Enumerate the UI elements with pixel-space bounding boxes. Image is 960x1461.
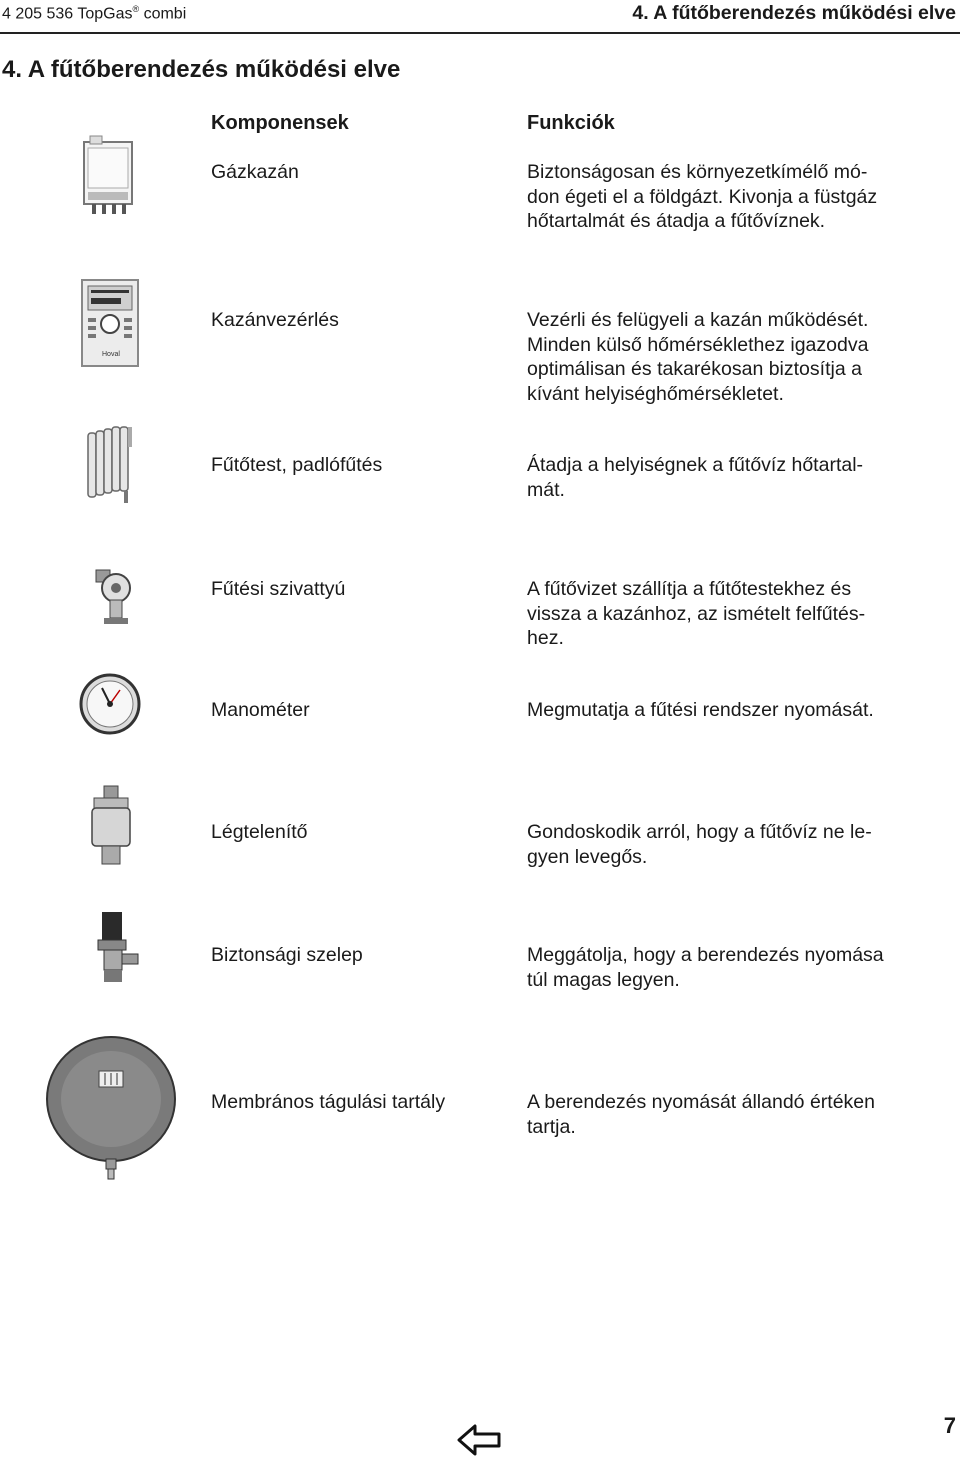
radiator-icon: [84, 425, 136, 507]
function-line: Megmutatja a fűtési rendszer nyomását.: [527, 699, 874, 721]
doc-number: 4 205 536 TopGas: [2, 5, 133, 23]
component-name: Kazánvezérlés: [211, 309, 339, 331]
components-column-heading: Komponensek: [211, 112, 349, 134]
component-name: Fűtőtest, padlófűtés: [211, 454, 383, 476]
component-function: [527, 943, 895, 992]
component-function: [527, 820, 895, 869]
function-line: hez.: [527, 627, 564, 649]
function-line: mát.: [527, 478, 565, 501]
functions-column-heading: Funkciók: [527, 112, 615, 134]
function-line: A fűtővizet szállítja a fűtőtestekhez és: [527, 578, 852, 600]
component-name: Légtelenítő: [211, 821, 308, 843]
header-doc-info: [2, 4, 186, 23]
function-line: kívánt helyiséghőmérsékletet.: [527, 382, 784, 405]
function-line: optimálisan és takarékosan biztosítja a: [527, 358, 862, 380]
component-name: Fűtési szivattyú: [211, 578, 346, 600]
component-function: [527, 160, 895, 234]
safety-valve-icon: [92, 910, 144, 986]
gas-boiler-icon: [78, 134, 138, 218]
function-line: Vezérli és felügyeli a kazán működését.: [527, 309, 869, 331]
back-arrow-icon[interactable]: [457, 1423, 501, 1457]
registered-mark: ®: [132, 4, 140, 14]
controller-brand: Hoval: [102, 351, 120, 358]
function-line: Biztonságosan és környezetkímélő mó-: [527, 161, 868, 183]
heating-pump-icon: [90, 566, 140, 630]
air-vent-icon: [84, 784, 140, 868]
function-line: don égeti el a földgázt. Kivonja a füstgáz: [527, 185, 878, 208]
component-function: [527, 698, 895, 723]
function-line: A berendezés nyomását állandó értéken: [527, 1091, 875, 1113]
component-function: [527, 453, 895, 502]
component-name: Manométer: [211, 699, 310, 721]
boiler-controller-icon: [80, 278, 140, 368]
function-line: vissza a kazánhoz, az ismételt felfűtés-: [527, 602, 866, 625]
component-name: Biztonsági szelep: [211, 944, 363, 966]
function-line: gyen levegős.: [527, 845, 648, 868]
component-function: [527, 308, 895, 406]
component-function: [527, 1090, 895, 1139]
component-function: [527, 577, 895, 651]
page-number: 7: [943, 1413, 956, 1438]
header-divider: [0, 32, 960, 34]
function-line: túl magas legyen.: [527, 968, 680, 991]
function-line: Gondoskodik arról, hogy a fűtővíz ne le-: [527, 821, 872, 843]
section-title: 4. A fűtőberendezés működési elve: [2, 56, 401, 83]
function-line: Átadja a helyiségnek a fűtővíz hőtartal-: [527, 454, 864, 476]
function-line: tartja.: [527, 1115, 576, 1138]
function-line: Meggátolja, hogy a berendezés nyomása: [527, 944, 884, 966]
component-name: Membrános tágulási tartály: [211, 1091, 446, 1113]
header-section-label: 4. A fűtőberendezés működési elve: [632, 2, 956, 24]
function-line: hőtartalmát és átadja a fűtővíznek.: [527, 210, 826, 232]
manometer-icon: [78, 672, 142, 736]
component-name: Gázkazán: [211, 161, 299, 183]
expansion-tank-icon: [44, 1033, 178, 1181]
function-line: Minden külső hőmérséklethez igazodva: [527, 333, 869, 356]
product-name: combi: [139, 5, 187, 23]
